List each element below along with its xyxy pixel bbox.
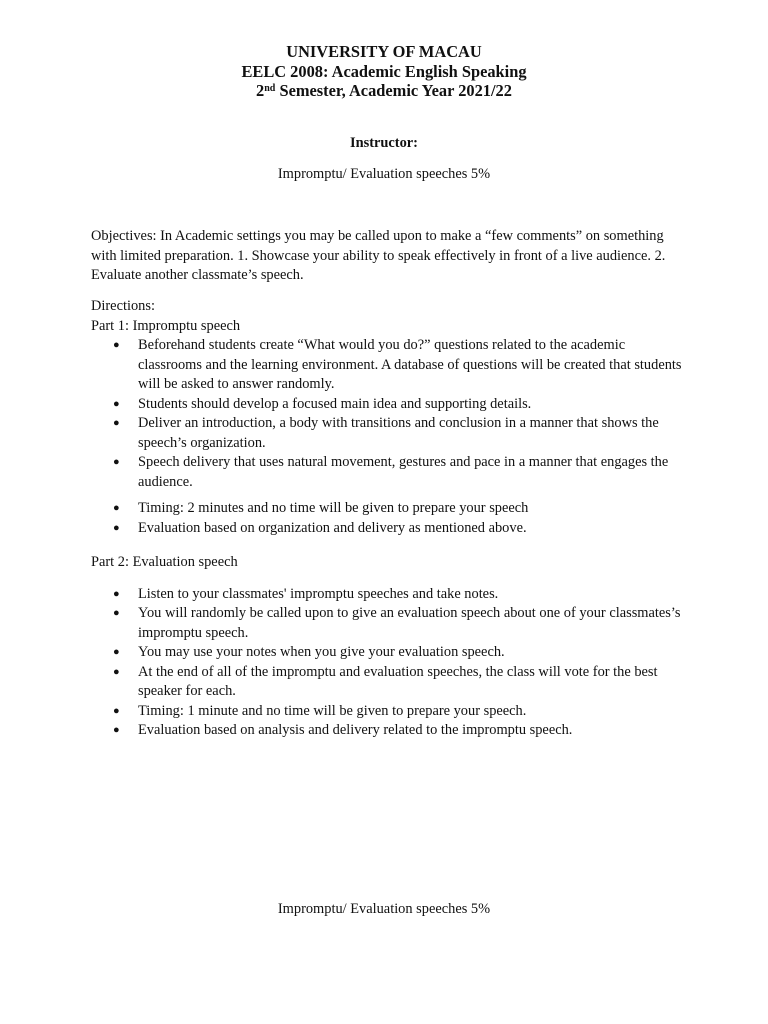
- bullet-icon: ●: [113, 456, 120, 468]
- list-item-text: At the end of all of the impromptu and evaluation speeches, the class will vote for the best speaker for each.: [138, 663, 658, 699]
- course-title: EELC 2008: Academic English Speaking: [241, 61, 527, 81]
- part2-list: [91, 585, 691, 741]
- list-item-text: Beforehand students create “What would you do?” questions related to the academic classrooms and the learning environment. A database of questions will be created that students will be asked to answer randomly.: [138, 337, 682, 392]
- list-item-text: You will randomly be called upon to give an evaluation speech about one of your classmates’s impromptu speech.: [138, 605, 681, 641]
- list-item-text: Students should develop a focused main idea and supporting details.: [138, 395, 532, 412]
- assignment-subtitle: Impromptu/ Evaluation speeches 5%: [277, 166, 491, 182]
- semester-ordinal: nd: [264, 83, 276, 94]
- document-header: [0, 42, 768, 101]
- bullet-icon: ●: [113, 704, 120, 717]
- list-item-text: Evaluation based on organization and delivery as mentioned above.: [138, 519, 527, 536]
- university-title: UNIVERSITY OF MACAU: [286, 42, 482, 61]
- page-footer: Impromptu/ Evaluation speeches 5%: [277, 901, 491, 917]
- list-item-text: You may use your notes when you give your evaluation speech.: [138, 644, 505, 660]
- objectives-paragraph: Objectives: In Academic settings you may be called upon to make a “few comments” on something with limited preparation. 1. Showcase your ability to speak effectively in front of a live audience. 2. Evaluate another classmate’s speech.: [91, 228, 666, 283]
- list-item-text: Speech delivery that uses natural movement, gestures and pace in a manner that engages the audience.: [138, 454, 669, 490]
- list-item-text: Evaluation based on analysis and delivery related to the impromptu speech.: [138, 722, 573, 738]
- list-item: [91, 604, 691, 643]
- list-item-text: Listen to your classmates' impromptu speeches and take notes.: [138, 585, 499, 602]
- bullet-icon: ●: [113, 417, 120, 429]
- list-item: [91, 453, 691, 492]
- bullet-icon: ●: [113, 587, 120, 600]
- bullet-icon: ●: [113, 339, 120, 351]
- bullet-icon: ●: [113, 724, 120, 736]
- list-item: [91, 702, 691, 722]
- list-item: [91, 414, 691, 453]
- directions-section: [91, 297, 691, 538]
- bullet-icon: ●: [113, 646, 120, 658]
- bullet-icon: ●: [113, 521, 120, 534]
- directions-label: Directions:: [91, 298, 155, 314]
- part2-section: [91, 553, 691, 741]
- list-item-text: Timing: 2 minutes and no time will be given to prepare your speech: [138, 500, 529, 516]
- list-item: [91, 663, 691, 702]
- list-item-text: Deliver an introduction, a body with transitions and conclusion in a manner that shows the speech’s organization.: [138, 415, 659, 451]
- semester-number: 2: [256, 81, 265, 100]
- semester-line: [0, 81, 768, 101]
- list-item: [91, 336, 691, 395]
- list-item: [91, 519, 691, 539]
- list-item: [91, 643, 691, 663]
- list-item: [91, 395, 691, 415]
- part2-title: Part 2: Evaluation speech: [91, 554, 238, 570]
- bullet-icon: ●: [113, 502, 120, 514]
- list-item: [91, 721, 691, 741]
- bullet-icon: ●: [113, 397, 120, 410]
- semester-rest: Semester, Academic Year 2021/22: [275, 81, 512, 100]
- spacer: [91, 573, 691, 585]
- instructor-label: Instructor:: [350, 135, 418, 151]
- part1-list: [91, 336, 691, 492]
- spacer: [91, 492, 691, 499]
- part1-list-timing: [91, 499, 691, 538]
- bullet-icon: ●: [113, 607, 120, 619]
- bullet-icon: ●: [113, 665, 120, 678]
- list-item: [91, 499, 691, 519]
- list-item: [91, 585, 691, 605]
- list-item-text: Timing: 1 minute and no time will be given to prepare your speech.: [138, 702, 527, 719]
- part1-title: Part 1: Impromptu speech: [91, 317, 241, 334]
